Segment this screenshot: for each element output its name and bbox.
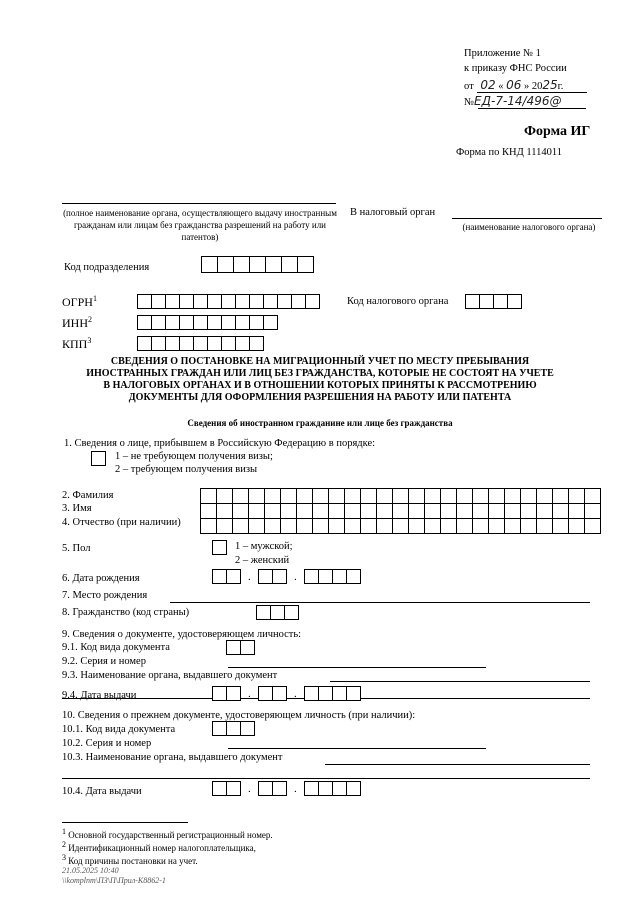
arrival-opt1: 1 – не требующем получения визы; (115, 451, 273, 462)
surname-label: 2. Фамилия (62, 490, 114, 501)
organ-caption: (полное наименование органа, осуществляющего выдачу иностранным гражданам или лицам без гражданства разрешений на работу или патентов) (63, 208, 337, 242)
tax-code-label: Код налогового органа (347, 296, 449, 307)
print-stamp-time: 21.05.2025 10:40 (62, 866, 119, 875)
citizenship-label: 8. Гражданство (код страны) (62, 607, 190, 618)
subdivision-cells[interactable] (202, 256, 314, 273)
ogrn-label: ОГРН$^1$ (62, 294, 97, 309)
birth-year-cells[interactable] (305, 569, 361, 584)
birth-month-cells[interactable] (259, 569, 287, 584)
names-grid[interactable] (200, 488, 601, 534)
prev-doc-day-cells[interactable] (213, 781, 241, 796)
prev-doc-kind-label: 10.1. Код вида документа (62, 724, 176, 735)
knd-code: Форма по КНД 1114011 (456, 147, 562, 158)
gender-opt2: 2 – женский (235, 555, 290, 566)
patronymic-label: 4. Отчество (при наличии) (62, 517, 181, 528)
appendix-number: Приложение № 1 (464, 48, 541, 59)
birth-date-label: 6. Дата рождения (62, 573, 140, 584)
name-label: 3. Имя (62, 503, 92, 514)
prev-doc-label: 10. Сведения о прежнем документе, удостоверяющем личность (при наличии): (62, 710, 416, 721)
kpp-cells[interactable] (138, 336, 264, 351)
arrival-order-label: 1. Сведения о лице, прибывшем в Российскую Федерацию в порядке: (64, 438, 376, 449)
inn-cells[interactable] (138, 315, 278, 330)
footnote-2: $^2$ Идентификационный номер налогоплательщика, (62, 840, 256, 853)
order-number: №ЕД-7-14/496@ (464, 94, 562, 108)
birth-place-label: 7. Место рождения (62, 590, 148, 601)
doc-month-cells[interactable] (259, 686, 287, 701)
prev-doc-series-label: 10.2. Серия и номер (62, 738, 152, 749)
tax-organ-caption: (наименование налогового органа) (462, 222, 596, 232)
birth-day-cells[interactable] (213, 569, 241, 584)
gender-opt1: 1 – мужской; (235, 541, 293, 552)
prev-doc-date-label: 10.4. Дата выдачи (62, 786, 142, 797)
kpp-label: КПП$^3$ (62, 336, 92, 351)
tax-organ-label: В налоговый орган (350, 207, 436, 218)
inn-label: ИНН$^2$ (62, 315, 92, 330)
doc-label: 9. Сведения о документе, удостоверяющем личность: (62, 629, 302, 640)
doc-day-cells[interactable] (213, 686, 241, 701)
ogrn-cells[interactable] (138, 294, 320, 309)
doc-kind-cells[interactable] (227, 640, 255, 655)
doc-year-cells[interactable] (305, 686, 361, 701)
arrival-opt2: 2 – требующем получения визы (115, 464, 258, 475)
footnote-3: $^3$ Код причины постановки на учет. (62, 853, 198, 866)
doc-date-label: 9.4. Дата выдачи (62, 690, 137, 701)
form-title: Форма ИГ (524, 124, 591, 139)
prev-doc-kind-cells[interactable] (213, 721, 255, 736)
prev-doc-year-cells[interactable] (305, 781, 361, 796)
footnote-1: $^1$ Основной государственный регистрационный номер. (62, 827, 273, 840)
prev-doc-month-cells[interactable] (259, 781, 287, 796)
doc-issuer-label: 9.3. Наименование органа, выдавшего документ (62, 670, 278, 681)
doc-series-label: 9.2. Серия и номер (62, 656, 146, 667)
arrival-order-cell[interactable] (92, 451, 106, 466)
document-title: СВЕДЕНИЯ О ПОСТАНОВКЕ НА МИГРАЦИОННЫЙ УЧЕТ ПО МЕСТУ ПРЕБЫВАНИЯ ИНОСТРАННЫХ ГРАЖДАН ИЛИ ЛИЦ БЕЗ ГРАЖДАНСТВА, КОТОРЫЕ НЕ СОСТОЯТ НА УЧЕТЕ В НАЛОГОВЫХ ОРГАНАХ И В ОТНОШЕНИИ КОТОРЫХ ПРИНЯТЫ К РАССМОТРЕНИЮ ДОКУМЕНТЫ ДЛЯ ОФОРМЛЕНИЯ РАЗРЕШЕНИЯ НА РАБОТУ ИЛИ ПАТЕНТА (86, 356, 554, 403)
subdivision-label: Код подразделения (64, 262, 150, 273)
prev-doc-issuer-label: 10.3. Наименование органа, выдавшего документ (62, 752, 283, 763)
citizenship-cells[interactable] (257, 605, 299, 620)
order-date: от 02 « 06 » 2025г. (464, 78, 564, 92)
section-subtitle: Сведения об иностранном гражданине или лице без гражданства (187, 418, 453, 428)
tax-code-cells[interactable] (466, 294, 522, 309)
order-ref: к приказу ФНС России (464, 63, 567, 74)
gender-label: 5. Пол (62, 543, 91, 554)
doc-kind-label: 9.1. Код вида документа (62, 642, 170, 653)
print-stamp-path: \\komplnm\ПЗ\П\Прил-К8862-1 (62, 876, 166, 885)
gender-cell[interactable] (213, 540, 227, 555)
